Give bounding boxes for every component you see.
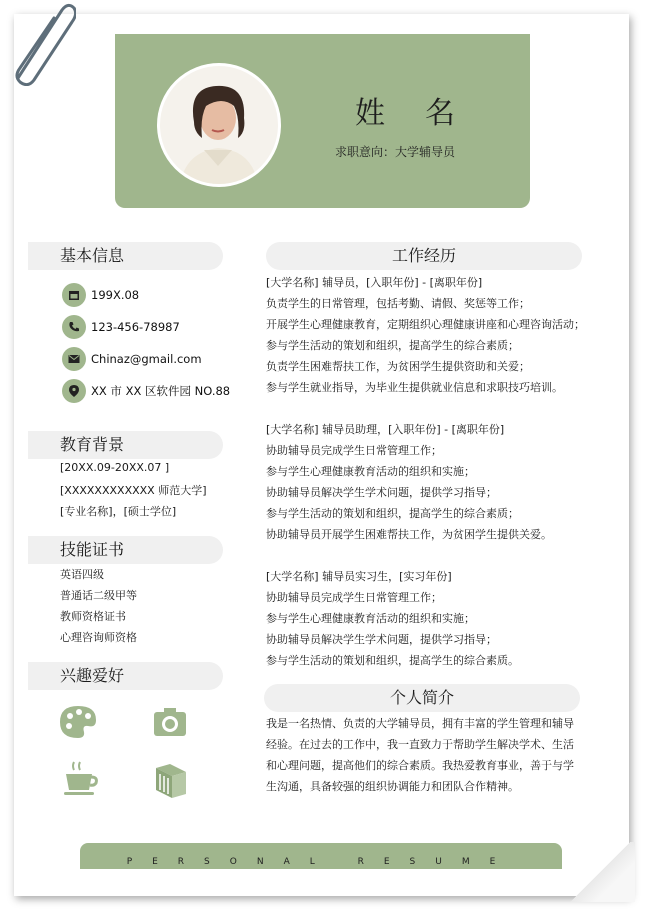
profile-line: 和心理问题，提高他们的综合素质。我热爱教育事业，善于与学 xyxy=(266,759,574,772)
avatar xyxy=(157,63,281,187)
section-basic-info xyxy=(28,242,223,270)
work-line: 协助辅导员解决学生学术问题，提供学习指导； xyxy=(266,486,497,499)
skill-item: 英语四级 xyxy=(60,568,104,581)
work-line: 参与学生活动的策划和组织，提高学生的综合素质； xyxy=(266,339,519,352)
work-title: [大学名称] 辅导员，[入职年份] - [离职年份] xyxy=(266,276,483,289)
address-text: XX 市 XX 区软件园 NO.88 xyxy=(91,384,231,398)
work-line: 协助辅导员解决学生学术问题，提供学习指导； xyxy=(266,633,497,646)
section-title: 基本信息 xyxy=(60,246,125,265)
work-line: 参与学生活动的策划和组织，提高学生的综合素质； xyxy=(266,507,519,520)
work-title: [大学名称] 辅导员实习生，[实习年份] xyxy=(266,570,452,583)
section-title: 工作经历 xyxy=(391,246,456,265)
skill-item: 教师资格证书 xyxy=(60,610,126,623)
work-line: 协助辅导员完成学生日常管理工作； xyxy=(266,444,442,457)
name-title: 姓名 xyxy=(355,96,495,131)
work-title: [大学名称] 辅导员助理，[入职年份] - [离职年份] xyxy=(266,423,505,436)
contact-birth xyxy=(62,283,139,307)
work-line: 负责学生困难帮扶工作，为贫困学生提供资助和关爱； xyxy=(266,360,530,373)
work-line: 参与学生心理健康教育活动的组织和实施； xyxy=(266,612,475,625)
section-work xyxy=(266,242,582,270)
job-intent: 求职意向：大学辅导员 xyxy=(334,145,455,159)
education-line: [XXXXXXXXXXXX 师范大学] xyxy=(60,484,207,497)
work-line: 开展学生心理健康教育，定期组织心理健康讲座和心理咨询活动； xyxy=(266,318,585,331)
education-line: [专业名称]，[硕士学位] xyxy=(60,505,177,518)
work-line: 协助辅导员完成学生日常管理工作； xyxy=(266,591,442,604)
section-hobbies xyxy=(28,662,223,690)
coffee-icon xyxy=(60,758,100,798)
page-curl xyxy=(565,842,635,902)
paperclip-icon xyxy=(4,0,76,86)
camera-icon xyxy=(150,702,190,742)
work-line: 参与学生活动的策划和组织，提高学生的综合素质。 xyxy=(266,654,519,667)
email-text: Chinaz@gmail.com xyxy=(91,352,202,366)
section-skills xyxy=(28,536,223,564)
mail-icon xyxy=(62,347,86,371)
location-pin-icon xyxy=(62,379,86,403)
section-title: 兴趣爱好 xyxy=(60,666,125,685)
palette-icon xyxy=(58,702,98,742)
section-profile xyxy=(264,684,580,712)
birth-text: 199X.08 xyxy=(91,288,140,302)
profile-line: 经验。在过去的工作中，我一直致力于帮助学生解决学术、生活 xyxy=(266,738,574,751)
profile-line: 生沟通，具备较强的组织协调能力和团队合作精神。 xyxy=(266,780,519,793)
contact-address xyxy=(62,379,230,403)
footer-text: PERSONAL RESUME xyxy=(126,857,516,867)
books-icon xyxy=(152,760,192,800)
section-title: 教育背景 xyxy=(60,435,125,454)
profile-line: 我是一名热情、负责的大学辅导员，拥有丰富的学生管理和辅导 xyxy=(266,717,574,730)
work-line: 参与学生就业指导，为毕业生提供就业信息和求职技巧培训。 xyxy=(266,381,563,394)
work-line: 参与学生心理健康教育活动的组织和实施； xyxy=(266,465,475,478)
footer-band xyxy=(80,843,562,869)
contact-phone xyxy=(62,315,180,339)
section-title: 技能证书 xyxy=(60,540,125,559)
calendar-icon xyxy=(62,283,86,307)
phone-text: 123-456-78987 xyxy=(91,320,180,334)
work-line: 协助辅导员开展学生困难帮扶工作，为贫困学生提供关爱。 xyxy=(266,528,552,541)
section-title: 个人简介 xyxy=(389,688,454,707)
skill-item: 心理咨询师资格 xyxy=(60,631,137,644)
contact-email xyxy=(62,347,202,371)
work-line: 负责学生的日常管理，包括考勤、请假、奖惩等工作； xyxy=(266,297,530,310)
section-education xyxy=(28,431,223,459)
phone-icon xyxy=(62,315,86,339)
skill-item: 普通话二级甲等 xyxy=(60,589,137,602)
education-line: [20XX.09-20XX.07 ] xyxy=(60,461,170,474)
